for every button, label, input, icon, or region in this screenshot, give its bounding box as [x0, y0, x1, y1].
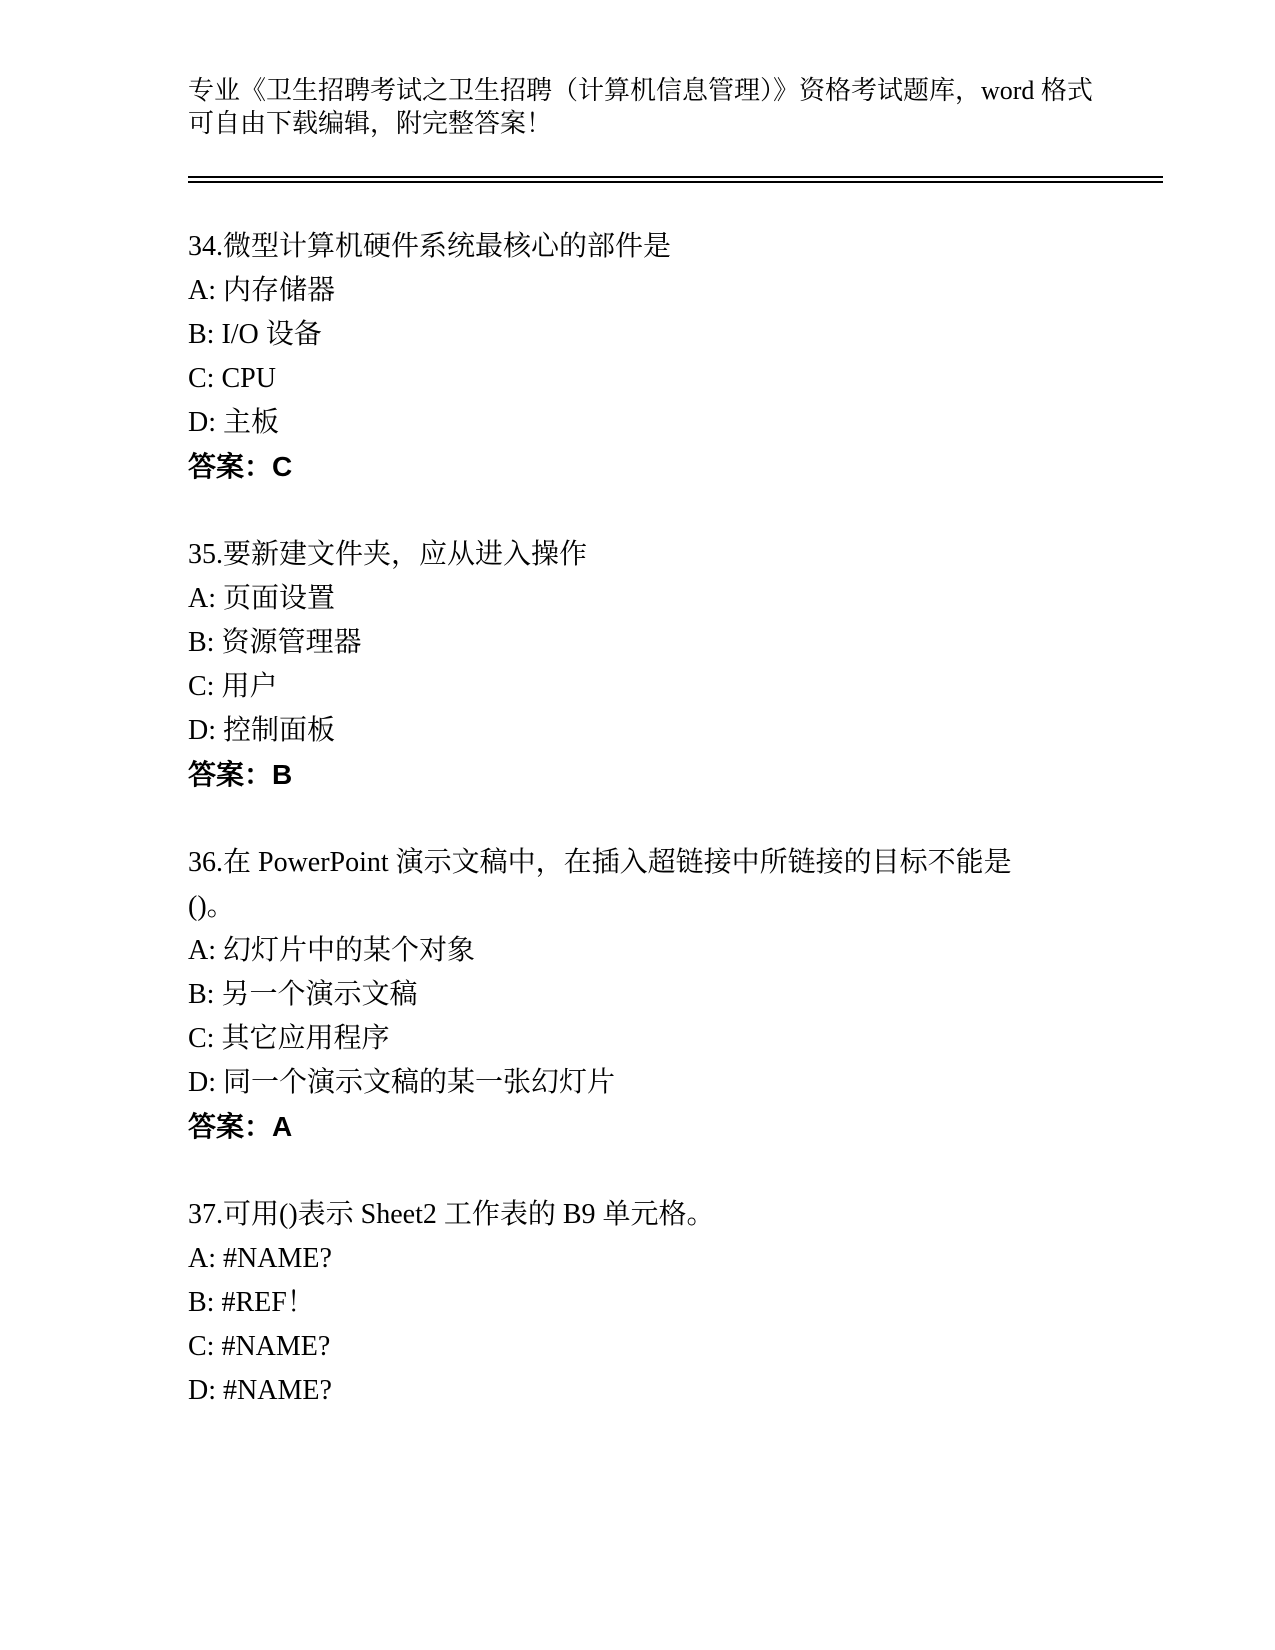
option-b: B: I/O 设备 [188, 319, 322, 350]
answer-line: 答案：B [188, 759, 293, 790]
question-36 [188, 841, 1175, 1149]
question-37 [188, 1193, 1175, 1413]
header-double-rule [188, 176, 1163, 183]
question-text: 35.要新建文件夹，应从进入操作 [188, 539, 588, 570]
document-header [188, 74, 1175, 140]
question-text: 37.可用()表示 Sheet2 工作表的 B9 单元格。 [188, 1199, 715, 1230]
header-line-1: 专业《卫生招聘考试之卫生招聘（计算机信息管理）》资格考试题库，word 格式 [188, 76, 1093, 105]
option-c: C: #NAME? [188, 1331, 331, 1362]
option-c: C: 其它应用程序 [188, 1023, 390, 1054]
option-a: A: 幻灯片中的某个对象 [188, 935, 476, 966]
option-d: D: 同一个演示文稿的某一张幻灯片 [188, 1067, 616, 1098]
question-35 [188, 533, 1175, 797]
option-a: A: #NAME? [188, 1243, 332, 1274]
option-c: C: CPU [188, 363, 276, 394]
question-34 [188, 225, 1175, 489]
option-a: A: 页面设置 [188, 583, 336, 614]
option-b: B: 另一个演示文稿 [188, 979, 418, 1010]
answer-line: 答案：A [188, 1111, 293, 1142]
question-list [188, 225, 1175, 1413]
question-text: 34.微型计算机硬件系统最核心的部件是 [188, 231, 672, 262]
answer-line: 答案：C [188, 451, 293, 482]
header-line-2: 可自由下载编辑，附完整答案！ [188, 109, 553, 138]
option-d: D: 主板 [188, 407, 280, 438]
option-b: B: #REF！ [188, 1287, 315, 1318]
question-text-continued: ()。 [188, 891, 235, 922]
option-c: C: 用户 [188, 671, 278, 702]
option-d: D: 控制面板 [188, 715, 336, 746]
option-d: D: #NAME? [188, 1375, 332, 1406]
option-b: B: 资源管理器 [188, 627, 362, 658]
option-a: A: 内存储器 [188, 275, 336, 306]
question-text: 36.在 PowerPoint 演示文稿中，在插入超链接中所链接的目标不能是 [188, 847, 1012, 878]
